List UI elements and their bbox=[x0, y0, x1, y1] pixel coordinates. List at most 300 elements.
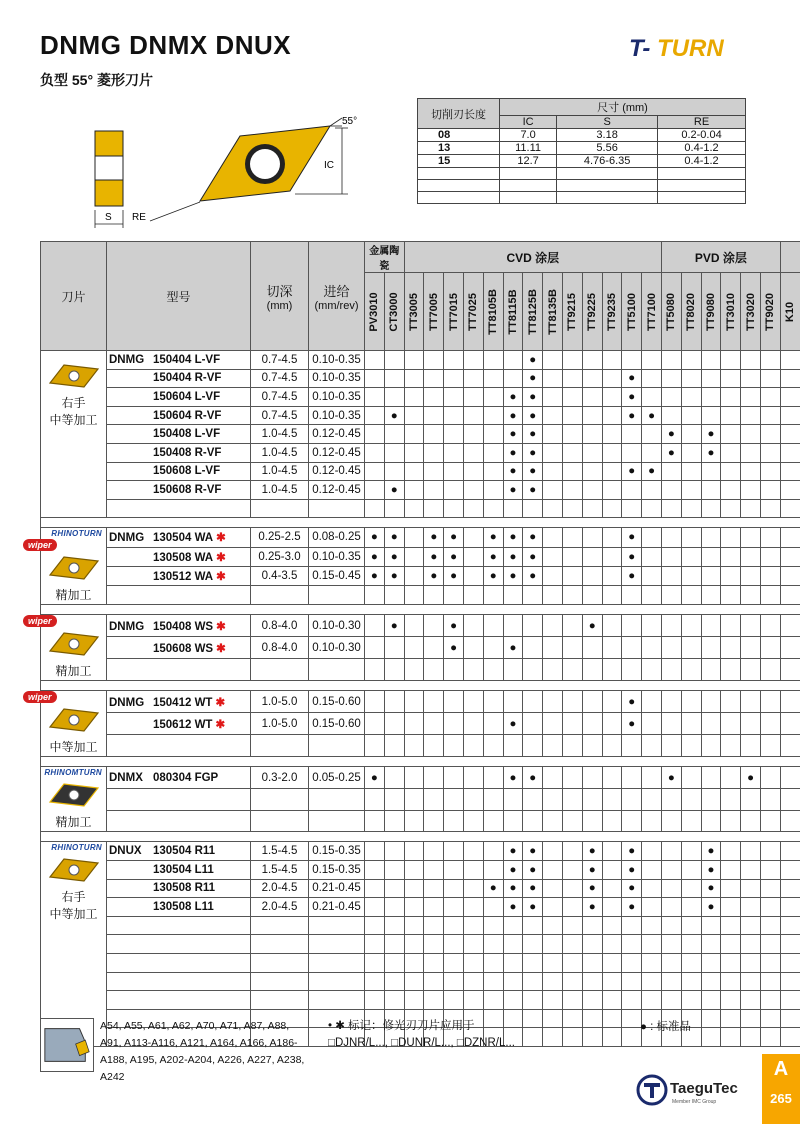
grade-cell bbox=[721, 528, 741, 547]
grade-cell bbox=[642, 547, 662, 566]
grade-cell bbox=[384, 916, 404, 935]
grade-cell bbox=[365, 615, 385, 637]
grade-cell bbox=[741, 528, 761, 547]
grade-cell bbox=[543, 860, 563, 879]
grade-cell bbox=[444, 586, 464, 605]
grade-cell bbox=[760, 879, 780, 898]
grade-cell bbox=[424, 499, 444, 518]
feed-cell: 0.15-0.60 bbox=[309, 713, 365, 735]
grade-cell bbox=[562, 388, 582, 407]
grade-cell bbox=[780, 879, 800, 898]
model-series: DNMG bbox=[109, 620, 145, 633]
insert-label: 右手 bbox=[61, 890, 86, 905]
grade-cell bbox=[701, 388, 721, 407]
depth-cell: 1.5-4.5 bbox=[251, 860, 309, 879]
grade-cell bbox=[365, 659, 385, 681]
grade-cell bbox=[463, 789, 483, 811]
grade-cell bbox=[622, 916, 642, 935]
grade-cell bbox=[681, 499, 701, 518]
grade-cell bbox=[543, 615, 563, 637]
model-code: 150408 WS bbox=[153, 620, 214, 633]
grade-header bbox=[444, 273, 464, 351]
model-cell bbox=[107, 916, 251, 935]
grade-cell bbox=[642, 879, 662, 898]
model-series: DNMG bbox=[109, 696, 145, 709]
grade-cell bbox=[780, 860, 800, 879]
model-code: 130508 L11 bbox=[153, 900, 214, 913]
grade-cell bbox=[741, 547, 761, 566]
depth-cell: 1.0-4.5 bbox=[251, 462, 309, 481]
model-code: 150408 R-VF bbox=[153, 446, 222, 459]
grade-cell bbox=[701, 351, 721, 370]
wiper-star-icon: ✱ bbox=[216, 570, 226, 583]
grade-cell bbox=[701, 953, 721, 972]
grade-cell bbox=[365, 462, 385, 481]
grade-cell bbox=[543, 767, 563, 789]
grade-cell bbox=[760, 935, 780, 954]
grade-cell bbox=[721, 810, 741, 832]
grade-cell bbox=[543, 406, 563, 425]
grade-cell bbox=[662, 528, 682, 547]
grade-cell bbox=[424, 369, 444, 388]
grade-cell: ● bbox=[503, 462, 523, 481]
grade-cell bbox=[681, 615, 701, 637]
model-code: 130508 WA bbox=[153, 551, 214, 564]
grade-cell bbox=[503, 935, 523, 954]
grade-cell bbox=[444, 810, 464, 832]
group-cvd: CVD 涂层 bbox=[404, 242, 661, 273]
grade-cell bbox=[404, 916, 424, 935]
model-code: 150408 L-VF bbox=[153, 428, 221, 441]
grade-cell bbox=[463, 528, 483, 547]
grade-cell bbox=[780, 443, 800, 462]
grade-cell bbox=[365, 351, 385, 370]
grade-cell bbox=[760, 369, 780, 388]
grade-cell bbox=[404, 842, 424, 861]
grade-cell bbox=[384, 991, 404, 1010]
grade-cell bbox=[780, 637, 800, 659]
depth-cell: 0.8-4.0 bbox=[251, 637, 309, 659]
model-cell bbox=[107, 860, 251, 879]
depth-cell bbox=[251, 991, 309, 1010]
grade-cell bbox=[760, 898, 780, 917]
grade-cell bbox=[444, 991, 464, 1010]
grade-cell bbox=[642, 499, 662, 518]
grade-cell bbox=[543, 953, 563, 972]
grade-cell bbox=[523, 991, 543, 1010]
grade-cell bbox=[384, 735, 404, 757]
grade-cell: ● bbox=[444, 547, 464, 566]
wiper-star-icon: ✱ bbox=[215, 696, 226, 709]
grade-cell bbox=[523, 789, 543, 811]
separator-cell bbox=[41, 518, 800, 528]
grade-cell bbox=[721, 916, 741, 935]
grade-cell bbox=[780, 842, 800, 861]
grade-cell bbox=[463, 935, 483, 954]
grade-cell bbox=[760, 916, 780, 935]
grade-cell bbox=[483, 991, 503, 1010]
grade-cell bbox=[562, 916, 582, 935]
grade-cell: ● bbox=[523, 443, 543, 462]
size-cell-edge: 15 bbox=[418, 155, 500, 168]
grade-cell bbox=[523, 735, 543, 757]
grade-cell bbox=[444, 691, 464, 713]
grade-cell: ● bbox=[503, 388, 523, 407]
grade-label: TT8115B bbox=[506, 288, 519, 335]
grade-cell bbox=[602, 789, 622, 811]
grade-cell bbox=[444, 499, 464, 518]
grade-cell: ● bbox=[622, 860, 642, 879]
grade-cell bbox=[780, 810, 800, 832]
grade-cell bbox=[721, 935, 741, 954]
grade-cell bbox=[543, 691, 563, 713]
grade-cell bbox=[463, 443, 483, 462]
grade-cell bbox=[384, 810, 404, 832]
grade-cell bbox=[760, 499, 780, 518]
grade-cell bbox=[681, 425, 701, 444]
grade-cell: ● bbox=[503, 566, 523, 585]
grade-cell bbox=[424, 425, 444, 444]
grade-cell bbox=[483, 789, 503, 811]
grade-cell bbox=[424, 879, 444, 898]
grade-cell bbox=[503, 735, 523, 757]
grade-cell bbox=[483, 916, 503, 935]
col-model: 型号 bbox=[107, 242, 251, 351]
grade-cell: ● bbox=[582, 898, 602, 917]
grade-cell bbox=[721, 860, 741, 879]
table-row bbox=[41, 388, 800, 407]
grade-cell bbox=[741, 860, 761, 879]
grade-cell bbox=[424, 659, 444, 681]
feed-cell bbox=[309, 953, 365, 972]
grade-cell: ● bbox=[503, 898, 523, 917]
grade-cell bbox=[543, 425, 563, 444]
size-cell-s bbox=[557, 180, 658, 192]
feed-cell: 0.12-0.45 bbox=[309, 425, 365, 444]
grade-cell bbox=[721, 406, 741, 425]
grade-cell bbox=[662, 637, 682, 659]
feed-cell: 0.15-0.35 bbox=[309, 860, 365, 879]
depth-cell: 0.7-4.5 bbox=[251, 351, 309, 370]
grade-cell bbox=[523, 935, 543, 954]
table-row bbox=[41, 879, 800, 898]
feed-cell: 0.05-0.25 bbox=[309, 767, 365, 789]
size-cell-ic bbox=[500, 180, 557, 192]
table-row bbox=[41, 953, 800, 972]
grade-cell bbox=[384, 499, 404, 518]
grade-cell bbox=[642, 566, 662, 585]
model-code: 150608 L-VF bbox=[153, 465, 221, 478]
grade-cell bbox=[622, 351, 642, 370]
grade-cell: ● bbox=[523, 481, 543, 500]
grade-cell bbox=[562, 991, 582, 1010]
grade-cell bbox=[721, 499, 741, 518]
grade-cell bbox=[543, 369, 563, 388]
grade-cell bbox=[503, 972, 523, 991]
grade-cell: ● bbox=[701, 842, 721, 861]
table-row bbox=[41, 916, 800, 935]
wiper-note-line1: • ✱ 标记：修光刃刀片应用于 bbox=[328, 1020, 475, 1032]
grade-cell bbox=[780, 767, 800, 789]
insert-image bbox=[46, 780, 102, 810]
grade-cell bbox=[701, 369, 721, 388]
model-cell bbox=[107, 637, 251, 659]
grade-cell bbox=[780, 566, 800, 585]
grade-cell bbox=[741, 991, 761, 1010]
grade-cell: ● bbox=[444, 566, 464, 585]
grade-cell bbox=[384, 879, 404, 898]
grade-cell: ● bbox=[642, 406, 662, 425]
grade-label: K10 bbox=[784, 301, 797, 322]
size-cell-re bbox=[658, 168, 746, 180]
model-code: 080304 FGP bbox=[153, 771, 219, 784]
grade-cell bbox=[523, 659, 543, 681]
grade-label: TT5100 bbox=[625, 292, 638, 331]
grade-cell bbox=[780, 713, 800, 735]
grade-cell bbox=[662, 369, 682, 388]
table-row bbox=[41, 842, 800, 861]
insert-label: 中等加工 bbox=[49, 907, 98, 922]
grade-cell bbox=[523, 713, 543, 735]
grade-cell bbox=[483, 810, 503, 832]
page-tab bbox=[762, 1054, 800, 1124]
model-cell bbox=[107, 842, 251, 861]
grade-cell bbox=[424, 953, 444, 972]
size-cell-ic: 12.7 bbox=[500, 155, 557, 168]
table-row bbox=[41, 935, 800, 954]
grade-cell bbox=[681, 659, 701, 681]
grade-cell bbox=[662, 351, 682, 370]
grade-cell bbox=[444, 916, 464, 935]
table-row bbox=[41, 443, 800, 462]
model-cell bbox=[107, 972, 251, 991]
grade-cell bbox=[622, 810, 642, 832]
grade-cell bbox=[741, 735, 761, 757]
grade-cell: ● bbox=[523, 566, 543, 585]
size-col-ic: IC bbox=[500, 116, 557, 129]
grade-cell bbox=[701, 991, 721, 1010]
table-row bbox=[41, 810, 800, 832]
grade-cell bbox=[780, 1009, 800, 1028]
feed-cell: 0.10-0.35 bbox=[309, 406, 365, 425]
grade-cell bbox=[424, 388, 444, 407]
grade-cell bbox=[602, 547, 622, 566]
grade-cell bbox=[662, 462, 682, 481]
grade-cell bbox=[404, 735, 424, 757]
grade-cell bbox=[463, 879, 483, 898]
grade-cell bbox=[642, 481, 662, 500]
grade-cell bbox=[681, 481, 701, 500]
feed-cell: 0.15-0.35 bbox=[309, 842, 365, 861]
grade-cell: ● bbox=[523, 767, 543, 789]
size-row bbox=[418, 180, 746, 192]
grade-cell: ● bbox=[523, 898, 543, 917]
grade-cell bbox=[562, 351, 582, 370]
grade-cell bbox=[701, 713, 721, 735]
table-row bbox=[41, 351, 800, 370]
model-cell bbox=[107, 898, 251, 917]
grade-cell bbox=[602, 615, 622, 637]
grade-cell bbox=[483, 388, 503, 407]
grade-cell bbox=[463, 916, 483, 935]
grade-cell bbox=[444, 462, 464, 481]
grade-cell bbox=[602, 953, 622, 972]
grade-cell bbox=[523, 637, 543, 659]
grade-cell bbox=[602, 691, 622, 713]
grade-cell bbox=[642, 586, 662, 605]
grade-cell bbox=[662, 691, 682, 713]
grade-cell bbox=[662, 499, 682, 518]
grade-cell bbox=[721, 991, 741, 1010]
grade-cell bbox=[543, 566, 563, 585]
grade-cell bbox=[444, 898, 464, 917]
insert-geometry-diagram bbox=[80, 106, 380, 236]
grade-cell bbox=[602, 659, 622, 681]
size-cell-ic: 11.11 bbox=[500, 142, 557, 155]
grade-cell bbox=[760, 1028, 780, 1047]
feed-cell bbox=[309, 916, 365, 935]
grade-cell bbox=[365, 369, 385, 388]
grade-cell bbox=[780, 659, 800, 681]
grade-cell bbox=[463, 388, 483, 407]
grade-cell bbox=[780, 425, 800, 444]
grade-cell: ● bbox=[582, 842, 602, 861]
grade-cell bbox=[483, 767, 503, 789]
grade-cell bbox=[780, 691, 800, 713]
grade-cell bbox=[404, 586, 424, 605]
model-code: 150612 WT bbox=[153, 718, 213, 731]
grade-cell bbox=[384, 935, 404, 954]
grade-label: TT5080 bbox=[665, 292, 678, 331]
depth-cell: 0.4-3.5 bbox=[251, 566, 309, 585]
grade-cell bbox=[741, 388, 761, 407]
grade-cell bbox=[741, 406, 761, 425]
size-cell-edge bbox=[418, 180, 500, 192]
table-row bbox=[41, 659, 800, 681]
grade-cell bbox=[404, 898, 424, 917]
model-cell bbox=[107, 462, 251, 481]
grade-cell bbox=[424, 406, 444, 425]
grade-cell: ● bbox=[503, 443, 523, 462]
grade-cell bbox=[602, 735, 622, 757]
depth-cell: 0.7-4.5 bbox=[251, 388, 309, 407]
grade-cell bbox=[662, 935, 682, 954]
grade-header bbox=[562, 273, 582, 351]
wiper-star-icon: ✱ bbox=[216, 642, 226, 655]
grade-cell bbox=[562, 615, 582, 637]
grade-cell bbox=[602, 566, 622, 585]
grade-cell bbox=[384, 691, 404, 713]
grade-header bbox=[483, 273, 503, 351]
grade-cell bbox=[404, 566, 424, 585]
grade-cell: ● bbox=[582, 615, 602, 637]
grade-cell bbox=[562, 860, 582, 879]
grade-cell bbox=[483, 972, 503, 991]
grade-cell bbox=[404, 369, 424, 388]
depth-cell: 1.0-4.5 bbox=[251, 425, 309, 444]
grade-cell bbox=[365, 443, 385, 462]
grade-cell bbox=[463, 842, 483, 861]
grade-cell bbox=[384, 388, 404, 407]
grade-cell bbox=[384, 842, 404, 861]
grade-cell bbox=[463, 637, 483, 659]
model-code: 130504 WA bbox=[153, 532, 214, 545]
grade-cell bbox=[424, 462, 444, 481]
grade-cell bbox=[562, 369, 582, 388]
feed-cell bbox=[309, 659, 365, 681]
grade-cell bbox=[760, 713, 780, 735]
grade-cell bbox=[543, 972, 563, 991]
grade-cell bbox=[582, 810, 602, 832]
grade-cell bbox=[701, 615, 721, 637]
grade-cell bbox=[365, 972, 385, 991]
grade-cell bbox=[483, 586, 503, 605]
model-code: 150412 WT bbox=[153, 696, 213, 709]
rhino-badge: RHINOTURN bbox=[51, 529, 102, 539]
grade-cell: ● bbox=[503, 637, 523, 659]
grade-cell bbox=[483, 659, 503, 681]
col-insert: 刀片 bbox=[41, 242, 107, 351]
grade-cell bbox=[463, 462, 483, 481]
grade-cell bbox=[582, 789, 602, 811]
grade-cell bbox=[523, 691, 543, 713]
grade-cell bbox=[602, 481, 622, 500]
grade-cell bbox=[444, 935, 464, 954]
table-row bbox=[41, 566, 800, 585]
grade-cell bbox=[444, 406, 464, 425]
grade-cell bbox=[424, 916, 444, 935]
grade-cell bbox=[780, 935, 800, 954]
grade-cell bbox=[365, 860, 385, 879]
grade-cell bbox=[760, 406, 780, 425]
model-cell bbox=[107, 615, 251, 637]
model-cell bbox=[107, 425, 251, 444]
feed-cell bbox=[309, 972, 365, 991]
grade-cell bbox=[424, 972, 444, 991]
feed-cell: 0.10-0.35 bbox=[309, 547, 365, 566]
feed-cell: 0.10-0.30 bbox=[309, 637, 365, 659]
grade-cell bbox=[463, 547, 483, 566]
feed-cell: 0.12-0.45 bbox=[309, 462, 365, 481]
grade-cell: ● bbox=[523, 388, 543, 407]
grade-cell bbox=[760, 586, 780, 605]
grade-cell bbox=[741, 691, 761, 713]
grade-cell bbox=[760, 462, 780, 481]
grade-cell bbox=[582, 462, 602, 481]
grade-cell bbox=[681, 443, 701, 462]
model-cell bbox=[107, 566, 251, 585]
grade-cell bbox=[523, 615, 543, 637]
wiper-star-icon: ✱ bbox=[216, 620, 226, 633]
table-row bbox=[41, 860, 800, 879]
grade-cell bbox=[721, 879, 741, 898]
size-col-re: RE bbox=[658, 116, 746, 129]
grade-cell bbox=[681, 351, 701, 370]
grade-cell bbox=[582, 369, 602, 388]
grade-cell bbox=[642, 528, 662, 547]
grade-cell bbox=[721, 789, 741, 811]
grade-cell bbox=[721, 351, 741, 370]
grade-cell bbox=[384, 637, 404, 659]
size-cell-edge bbox=[418, 168, 500, 180]
grade-cell bbox=[681, 691, 701, 713]
grade-cell bbox=[444, 481, 464, 500]
model-cell bbox=[107, 991, 251, 1010]
grade-cell: ● bbox=[384, 528, 404, 547]
insert-label: 精加工 bbox=[55, 815, 92, 830]
grade-cell bbox=[741, 659, 761, 681]
grade-cell bbox=[642, 767, 662, 789]
